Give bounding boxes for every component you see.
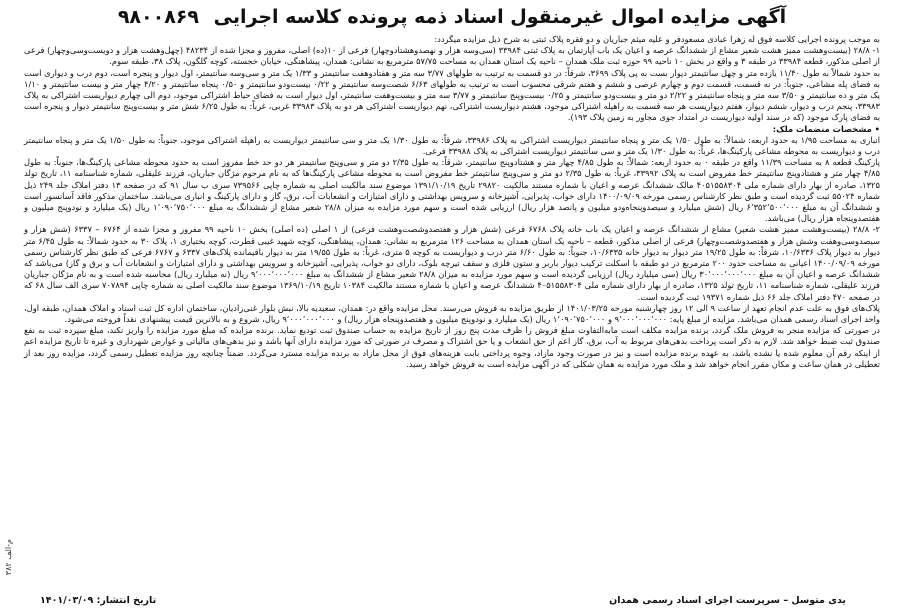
property-one-paragraph: ۱- ۲۸/۸ (بیست‌وهشت ممیز هشت شعیر مشاع از ششدانگ عرصه و اعیان یک باب آپارتمان به پلاک ثبتی ۳۳۹۸۴ (سی‌وسه هزار و نهصدوهشتادوچهار) فرعی از ۱۰(ده) اصلی، مفروز و مجزا شده از ۴۸۲۳۴ (چهل‌وهشت هزار و دویست‌وسی‌وچهار) فرعی از اصلی مذکور، قطعه ۳۳۹۸۴ در طبقه ۳ و واقع در بخش ۱۰ ناحیه ۹۹ حوزه ثبت ملک همدان – ناحیه یک استان همدان به مساحت ۵۷/۷۵ مترمربع به نشانی: همدان، پیشاهنگی، خیابان خجسته، کوچه گلگون، پلاک ۳۸، طبقه سوم. (24, 45, 881, 67)
intro-paragraph: به موجب پرونده اجرایی کلاسه فوق له زهرا عبادی مسعودفر و علیه میثم جباریان و دو فقره پلاک ثبتی به شرح ذیل مزایده میگردد: (434, 34, 880, 44)
notice-title (24, 6, 880, 28)
property-two-paragraph: ۲- ۲۸/۸ (بیست‌وهشت ممیز هشت شعیر) مشاع از ششدانگ عرصه و اعیان یک باب خانه پلاک ۶۷۶۸ فرعی (شش هزار و هفتصدوشصت‌وهشت فرعی) از ۱ اصلی (ده اصلی) بخش ۱۰ ناحیه ۹۹ مفروز و مجزا شده از ۶۷۶۴ – ۶۳۳۷ (شش هزار و سیصدوسی‌وهفت وشش هزار و هفتصدوشصت‌وچهار) فرعی از اصلی مذکور، قطعه – ناحیه یک استان همدان به مساحت ۱۲۶ مترمربع به نشانی: همدان، پیشاهنگی، کوچه شهید غیبی قطرت، کوچه بختیاری ۱، پلاک ۳۰ به حدود شمالاً: به طول ۶/۴۵ متر دیوار به دیوار پلاک ۱۰/۶۳۳۶، شرقاً: به طول ۱۹/۲۵ متر دیوار به دیوار خانه ۱۰/۶۳۳۵، جنوباً: به طول ۶/۶۰ متر درب و دیواریست به کوچه ۵ متری، غرباً: به طول ۱۹/۵۵ متر به دیوار باقیمانده پلاک‌های ۶۳۳۷ و ۶۷۶۷ فرعی که طبق نظر کارشناس رسمی مورخه ۱۴۰۰/۰۹/۰۹ اعیانی به مساحت حدود ۲۰۰ مترمربع در دو طبقه با اسکلت ترکیب دیوار باربر و ستون فلزی و سقف تیرچه بلوک، دارای دو خواب، پذیرایی، آشپزخانه و سرویس بهداشتی و دارای امتیازات و انشعابات آب و برق و گاز) می‌باشد که ششدانگ عرصه و اعیان آن به مبلغ ۳۰٬۰۰۰٬۰۰۰٬۰۰۰ ریال (سی میلیارد ریال) ارزیابی گردیده است و سهم مورد مزایده به میزان ۲۸/۸ شعیر مشاع از ششدانگ به مبلغ ۹٬۰۰۰٬۰۰۰٬۰۰۰ ریال (نه میلیارد ریال) محاسبه شده است و به نام مژگان جباریان فرزند علیقلی، شماره شناسنامه ۱۱، تاریخ تولد ۱۳۲۵، صادره از بهار دارای شماره ملی ۴۰۵۱۵۵۸۳۰۴ ششدانگ عرصه و اعیان با شماره مستند مالکیت ۱۰۳۸۴ تاریخ ۱۳۶۹/۱۰/۱۹ موضوع سند مالکیت اصلی به شماره چاپی ۷۰۷۸۹۴ سری الف سال ۶۸ که در صفحه ۴۷۰ دفتر املاک جلد ۶۶ ذیل شماره ۱۹۳۷۱ ثبت گردیده است. (24, 224, 881, 302)
margin-code: م-الف ۳۸۲ (4, 538, 13, 575)
auction-time-paragraph: پلاک‌های فوق به علت عدم انجام تعهد از ساعت ۹ الی ۱۲ روز چهارشنبه مورخه ۱۴۰۱/۰۳/۲۵ از طریق مزایده به فروش می‌رسند. محل مزایده واقع در: همدان، سعیدیه بالا، نبش بلوار غنی‌زادیان، ساختمان اداره کل ثبت اسناد و املاک همدان، طبقه اول، واحد اجرای اسناد رسمی همدان می‌باشد. مزایده از مبلغ پایه: ۹٬۰۰۰٬۰۰۰٬۰۰۰ و ۱٬۰۹۰٬۷۵۰٬۰۰۰ ریال (یک میلیارد و نودوپنج میلیون و هفتصدوپنجاه هزار ریال) و ۹٬۰۰۰٬۰۰۰٬۰۰۰ ریال، شروع و به بالاترین قیمت پیشنهادی نقداً فروخته می‌شود. (24, 302, 880, 325)
terms-paragraph: در صورتی که مزایده منجر به فروش ملک گردد، برنده مزایده مکلف است مابه‌التفاوت مبلغ فروش را ظرف مدت پنج روز از تاریخ مزایده به حساب صندوق ثبت تودیع نماید. برنده مزایده که مبلغ مورد مزایده را واریز نکند، مبلغ سپرده ثبت به نفع صندوق ثبت ضبط خواهد شد. لازم به ذکر است پرداخت بدهی‌های مربوط به آب، برق، گاز اعم از حق انشعاب و یا حق اشتراک و مصرف در صورتی که مورد مزایده دارای آنها باشد و نیز بدهی‌های مالیاتی و عوارض شهرداری و غیره تا تاریخ مزایده اعم از اینکه رقم آن معلوم شده یا نشده باشد، به عهده برنده مزایده است و نیز در صورت وجود مازاد، وجوه پرداختی بابت هزینه‌های فوق از محل مازاد به برنده مزایده مسترد می‌گردد. ضمناً چنانچه روز مزایده تعطیل رسمی گردد، مزایده روز بعد از تعطیلی در همان ساعت و مکان مقرر انجام خواهد شد و ملک مورد مزایده به همان شکلی که در آگهی مزایده است به فروش خواهد رسید. (24, 325, 880, 369)
notice-footer (40, 594, 846, 607)
case-number: ۹۸۰۰۸۶۹ (117, 6, 199, 28)
notice-body (24, 34, 880, 370)
storage-paragraph: انباری به مساحت ۱/۹۵ به حدود اربعه: شمالاً: به طول ۱/۵۰ یک متر و پنجاه سانتیمتر دیواریست اشتراکی به پلاک ۳۳۹۸۶، شرقاً: به طول ۱/۳۰ یک متر و سی سانتیمتر دیواریست به راهپله اشتراکی موجود، جنوباً: به طول ۱/۵۰ یک متر و پنجاه سانتیمتر درب و دیواریست به محوطه مشاعی پارکینگ‌ها، غرباً: به طول ۱/۳۰ یک متر و سی سانتیمتر دیواریست اشتراکی به پلاک ۳۳۹۸۸ فرعی. (24, 134, 880, 157)
appurtenances-heading: • مشخصات منضمات ملک: (772, 123, 880, 134)
signature-line: یدی متوسل – سرپرست اجرای اسناد رسمی همدان (609, 595, 846, 606)
publish-date: تاریخ انتشار: ۱۴۰۱/۰۳/۰۹ (40, 595, 157, 606)
parking-paragraph: پارکینگ قطعه ۸ به مساحت ۱۱/۳۹ واقع در طبقه ۰ به حدود اربعه: شمالاً: به طول ۴/۸۵ چهار متر و هشتادوپنج سانتیمتر، شرقاً: به طول ۲/۳۵ دو متر و سی‌وپنج سانتیمتر هر دو حد خط مفروز است به حدود محوطه مشاعی پارکینگ‌ها، جنوباً: به طول ۴/۸۵ چهار متر و هشتادوپنج سانتیمتر خط مفروض است به پلاک ۳۳۹۹۲، غرباً: به طول ۲/۳۵ دو متر و سی‌وپنج سانتیمتر خط مفروض است به محوطه مشاعی پارکینگ‌ها که به نام مرحوم مژگان جباریان، فرزند علیقلی، شماره شناسنامه ۱۱، تاریخ تولد ۱۳۲۵، صادره از بهار دارای شماره ملی ۴۰۵۱۵۵۸۳۰۴ مالک ششدانگ عرصه و اعیان با شماره مستند مالکیت ۲۹۸۲۰ تاریخ ۱۳۹۱/۱۰/۱۹ موضوع سند مالکیت اصلی به شماره چاپی ۷۳۹۵۶۶ سری ب سال ۹۱ که در صفحه ۱۳ دفتر املاک جلد ۲۴۹ ذیل شماره ۵۵۰۲۴ ثبت گردیده است و طبق نظر کارشناس رسمی مورخه ۱۴۰۰/۰۹/۰۹ دارای خواب، پذیرایی، آشپزخانه و سرویس بهداشتی و دارای امتیازات و انشعابات آب، برق، گاز و دارای پارکینگ و انباری می‌باشد. ساختمان مذکور فاقد آسانسور است و ششدانگ آن به مبلغ ۶٬۳۵۲٬۵۰۰٬۰۰۰ ریال (شش میلیارد و سیصدوپنجاه‌ودو میلیون و پانصد هزار ریال) ارزیابی شده است و سهم مورد مزایده به میزان ۲۸/۸ شعیر مشاع از ششدانگ به مبلغ ۱٬۰۹۰٬۷۵۰٬۰۰۰ ریال (یک میلیارد و نودوپنج میلیون و هفتصدوپنجاه هزار ریال) می‌باشد. (24, 157, 880, 224)
notice-title-text: آگهی مزایده اموال غیرمنقول اسناد ذمه پرونده کلاسه اجرایی (213, 6, 787, 28)
property-one-boundaries: به حدود شمالاً به طول ۱۱/۴۰ یازده متر و چهل سانتیمتر دیوار بست به پی پلاک ۳۶۹۹، شرقاً: در دو قسمت به ترتیب به طولهای ۳/۷۷ سه متر و هفتادوهفت سانتیمتر و ۱/۳۳ یک متر و سی‌وسه سانتیمتر، اول دیوار و پنجره است، دوم درب و دیواری است به فضای پله مشاعی، جنوباً: در نه قسمت، قسمت دوم و چهارم عرصی و ششم و هفتم شرقی محسوب است به ترتیب به طولهای ۶/۶۳ شصت‌وسه سانتیمتر و ۰/۲۲ بیست‌ودو سانتیمتر و ۰/۵۰ پنجاه سانتیمتر و ۴/۲۰ چهار متر و بیست سانتیمتر و ۱/۱۰ یک متر و ده سانتیمتر و ۳/۵۰ سه متر و پنجاه سانتیمتر و ۲/۲۲ دو متر و بیست‌ودو سانتیمتر و ۰/۲۵ بیست‌وپنج سانتیمتر و ۳/۷۷ سه متر و بیست‌وهفت سانتیمتر، اول دیوار است به فضای حیاط اشتراکی موجود، دوم الی چهارم دیواریست اشتراکی به پلاک ۳۳۹۸۳، پنجم درب و دیوار، ششم دیوار، هفتم دیواریست هر سه قسمت به راهپله اشتراکی موجود، هشتم دیواریست اشتراکی، نهم دیواریست اشتراکی هر دو به پلاک ۳۳۹۸۳ غربی، غرباً: به طول ۶/۲۵ شش متر و بیست‌وپنج سانتیمتر دیوار و پنجره است به فضای پارک موجود (که در سند اولیه دیواریست در امتداد جوی مجاور به زمین پلاک ۱۹۳). (24, 67, 881, 123)
